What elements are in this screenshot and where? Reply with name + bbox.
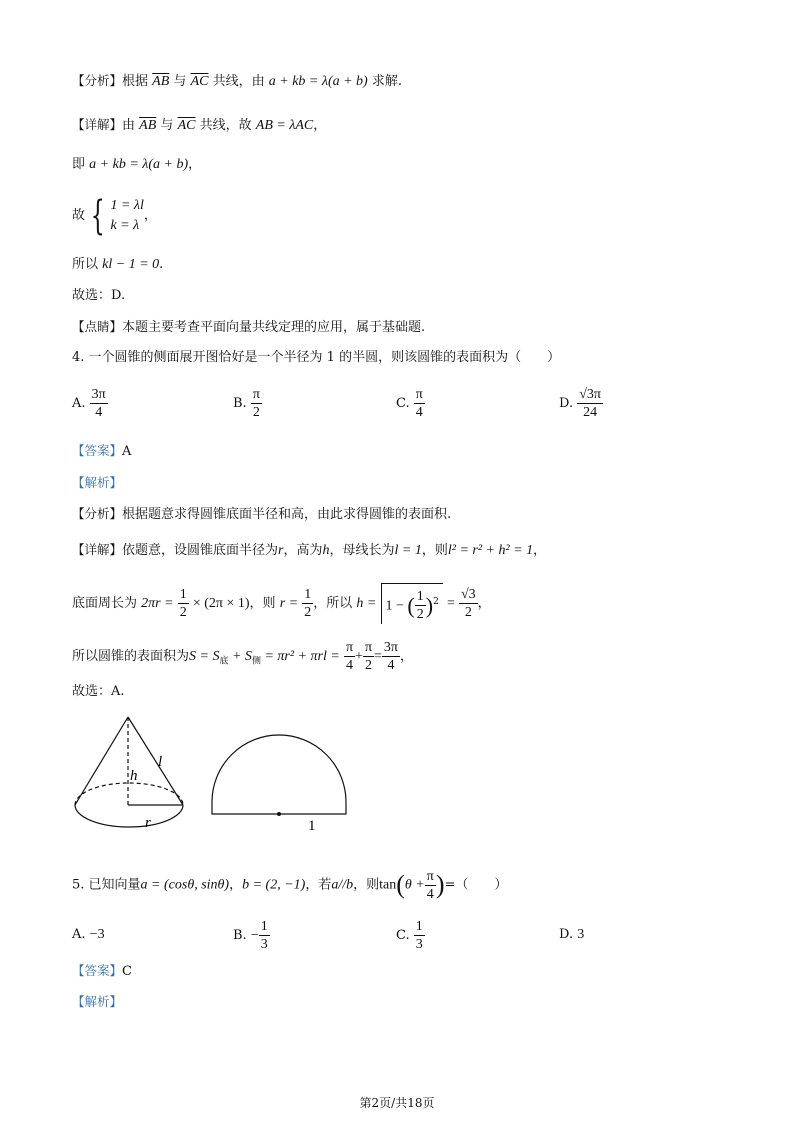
q3-gu-line	[72, 193, 157, 239]
numerator: 1	[179, 587, 187, 603]
fraction	[363, 639, 374, 674]
text: 与	[173, 74, 187, 89]
remark-tag: 【点睛】	[72, 319, 123, 334]
label-one: 1	[308, 818, 316, 834]
numerator: π	[415, 387, 423, 402]
numerator: π	[345, 640, 354, 655]
q4-option-b	[233, 386, 262, 421]
analysis-text: 根据题意求得圆锥底面半径和高，由此求得圆锥的表面积.	[122, 507, 452, 522]
cone-figure	[60, 710, 360, 840]
system-row-1: 1 = λl	[110, 198, 144, 213]
numerator: 3π	[383, 640, 398, 655]
equation: h =	[356, 596, 377, 612]
equation-system	[110, 196, 143, 236]
option-label: A.	[72, 396, 86, 411]
numerator: 3π	[91, 387, 106, 402]
denominator: 2	[364, 658, 372, 673]
text: 依题意，设圆锥底面半径为	[122, 543, 279, 558]
equation: × (2π × 1)	[192, 596, 250, 612]
q3-answer-line: 故选：D.	[72, 288, 126, 303]
vector-ac: $\overline{AC}$	[177, 118, 196, 133]
denominator: 4	[426, 886, 434, 902]
fraction	[251, 386, 262, 421]
parallel-condition: a//b	[331, 877, 354, 893]
numerator: √3	[460, 587, 476, 603]
q3-ji-line	[72, 156, 201, 174]
q4-option-a	[72, 386, 108, 421]
text: ，高为	[283, 543, 323, 558]
text: 即	[72, 157, 86, 172]
equation: AB = λAC	[255, 118, 314, 133]
var-h: h	[322, 543, 330, 558]
q4-jiexi-tag: 【解析】	[72, 475, 123, 490]
label-h: h	[130, 768, 138, 784]
equation: r =	[279, 596, 299, 612]
denominator: 2	[252, 405, 260, 420]
denominator: 3	[260, 937, 268, 952]
denominator: 4	[95, 405, 103, 420]
fraction	[382, 639, 400, 674]
vector-b-equation: b = (2, −1)	[242, 877, 306, 893]
denominator: 2	[179, 605, 187, 621]
text: 5. 已知向量	[72, 877, 141, 893]
option-label: D.	[559, 927, 574, 942]
q4-answer-line-2: 故选：A.	[72, 684, 125, 699]
q4-detail-line-2: 底面周长为 2πr = $\frac{1}{2}$ × (2π × 1)，则 r = $\frac{1}{2}$ ，所以 h = 1 − ( $\frac{1}{2}$ )$^2$ = $\frac{√3}{2}$ ，	[72, 583, 491, 624]
vector-ab: $\overline{AB}$	[139, 118, 157, 133]
numerator: 1	[304, 587, 312, 603]
numerator: π	[426, 868, 434, 884]
text: ，	[477, 596, 491, 612]
fraction-result	[459, 586, 478, 621]
text: 故	[72, 208, 86, 223]
analysis-tag: 【分析】	[72, 73, 123, 88]
fraction-half	[178, 586, 189, 621]
fraction	[90, 386, 108, 421]
cone-slant-edge	[128, 717, 183, 805]
numerator: 1	[415, 919, 423, 934]
text: 底面周长为	[72, 596, 138, 612]
denominator: 2	[464, 605, 472, 621]
cone-base-back	[75, 783, 183, 805]
text: ，则	[421, 543, 448, 558]
fraction-pi-4	[425, 868, 436, 903]
vector-ab: $\overline{AB}$	[152, 74, 170, 89]
text: ，	[313, 118, 327, 133]
label-r: r	[145, 815, 151, 831]
numerator: 1	[416, 589, 424, 605]
cone-drawing	[75, 717, 346, 827]
option-value: 3	[577, 927, 585, 942]
q3-detail-line	[72, 116, 326, 135]
text: ，所以	[313, 596, 353, 612]
answer-tag: 【答案】	[72, 963, 123, 978]
denominator: 4	[345, 658, 353, 673]
q4-detail-line-1	[72, 541, 546, 560]
theta-expression: θ +	[404, 877, 425, 893]
remark-text: 本题主要考查平面向量共线定理的应用，属于基础题.	[122, 320, 426, 335]
text: 由	[122, 118, 136, 133]
semicircle-center	[277, 812, 281, 816]
q4-detail-line-3: 所以圆锥的表面积为$S = S_底 + S_侧 = \pi r^2 + \pi rl$ = $\frac{\pi}{4}$ + $\frac{\pi}{2}$ = $\frac{3\pi}{4}$ ，	[72, 640, 414, 673]
q4-stem: 4. 一个圆锥的侧面展开图恰好是一个半径为 1 的半圆，则该圆锥的表面积为（ ）	[72, 350, 561, 365]
q5-option-b	[233, 918, 270, 953]
equation: + S	[228, 649, 252, 664]
denominator: 24	[583, 405, 598, 420]
vector-ac: $\overline{AC}$	[190, 74, 209, 89]
option-label: B.	[233, 396, 247, 411]
text: 所以	[72, 257, 99, 272]
q3-suoyi-line	[72, 256, 163, 274]
text: 求解.	[371, 74, 402, 89]
q4-option-d	[559, 386, 603, 421]
semicircle	[212, 735, 346, 814]
q5-option-c	[396, 918, 425, 953]
q3-analysis-line	[72, 72, 402, 91]
q5-jiexi-tag: 【解析】	[72, 994, 123, 1009]
q5-answer-line	[72, 962, 132, 981]
answer-tag: 【答案】	[72, 443, 123, 458]
option-label: C.	[396, 396, 410, 411]
equation: l² = r² + h² = 1	[447, 543, 534, 558]
system-row-2: k = λ	[110, 218, 140, 233]
text: ，母线长为	[329, 543, 395, 558]
fraction-half	[415, 588, 426, 623]
numerator: 1	[260, 919, 268, 934]
equation: 2πr =	[141, 596, 174, 612]
numerator: √3π	[579, 387, 601, 402]
subscript: 底	[219, 656, 229, 667]
fraction	[344, 639, 355, 674]
denominator: 2	[416, 607, 424, 623]
text: 与	[160, 118, 174, 133]
text: ，则	[249, 596, 276, 612]
text: ，	[400, 649, 414, 664]
page-footer: 第2页/共18页	[359, 1096, 435, 1110]
text: ，	[229, 877, 243, 893]
text: 根据	[122, 74, 149, 89]
answer-value: C	[122, 964, 132, 979]
denominator: 2	[304, 605, 312, 621]
equation: a + kb = λ(a + b)	[89, 157, 189, 172]
fraction	[414, 386, 425, 421]
analysis-tag: 【分析】	[72, 506, 123, 521]
tan-function: tan	[379, 877, 397, 893]
sqrt-expression: 1 − ( $\frac{1}{2}$ )$^2$	[381, 583, 443, 624]
text: 所以圆锥的表面积为	[72, 649, 190, 664]
cone-left-edge	[75, 717, 128, 805]
equation: kl − 1 = 0	[102, 257, 160, 272]
q4-analysis-line	[72, 505, 451, 524]
subscript: 侧	[251, 656, 261, 667]
minus-sign: −	[250, 928, 259, 943]
option-label: A.	[72, 927, 86, 942]
text: ，	[188, 157, 202, 172]
text: ，若	[305, 877, 332, 893]
denominator: 4	[387, 658, 395, 673]
denominator: 4	[415, 405, 423, 420]
sqrt-body: 1 −	[385, 598, 408, 614]
fraction-half	[302, 586, 313, 621]
q5-option-a	[72, 927, 105, 943]
q5-option-d	[559, 927, 584, 943]
cone-base-front	[75, 805, 183, 827]
q4-option-c	[396, 386, 425, 421]
equation: = πr² + πrl =	[260, 649, 340, 664]
brace: {	[90, 193, 105, 239]
text: 共线，故	[199, 118, 252, 133]
text: =（ ）	[444, 877, 508, 893]
text: ，则	[353, 877, 380, 893]
answer-value: A	[122, 444, 132, 459]
fraction	[577, 386, 603, 421]
vector-a-equation: a = (cosθ, sinθ)	[140, 877, 230, 893]
denominator: 3	[415, 937, 423, 952]
q3-remark-line	[72, 318, 425, 337]
detail-tag: 【详解】	[72, 117, 123, 132]
equation: a + kb = λ(a + b)	[268, 74, 368, 89]
numerator: π	[364, 640, 373, 655]
text: 共线，由	[212, 74, 265, 89]
option-value: −3	[89, 927, 105, 942]
fraction	[259, 918, 270, 953]
q5-stem: 5. 已知向量a = (cosθ, sinθ)，b = (2, −1)，若a//b，则tan(θ + $\frac{\pi}{4}$ )=（ ）	[72, 868, 508, 902]
text: .	[159, 257, 164, 272]
text: ，	[143, 208, 157, 223]
option-label: D.	[559, 396, 574, 411]
numerator: π	[252, 387, 260, 402]
option-label: C.	[396, 928, 410, 943]
q4-answer-line	[72, 442, 131, 461]
fraction	[414, 918, 425, 953]
var-r: r	[278, 543, 284, 558]
detail-tag: 【详解】	[72, 542, 123, 557]
label-l: l	[158, 754, 163, 770]
equation: S = S	[189, 649, 220, 664]
text: ，	[533, 543, 547, 558]
option-label: B.	[233, 928, 247, 943]
equation: l = 1	[394, 543, 422, 558]
